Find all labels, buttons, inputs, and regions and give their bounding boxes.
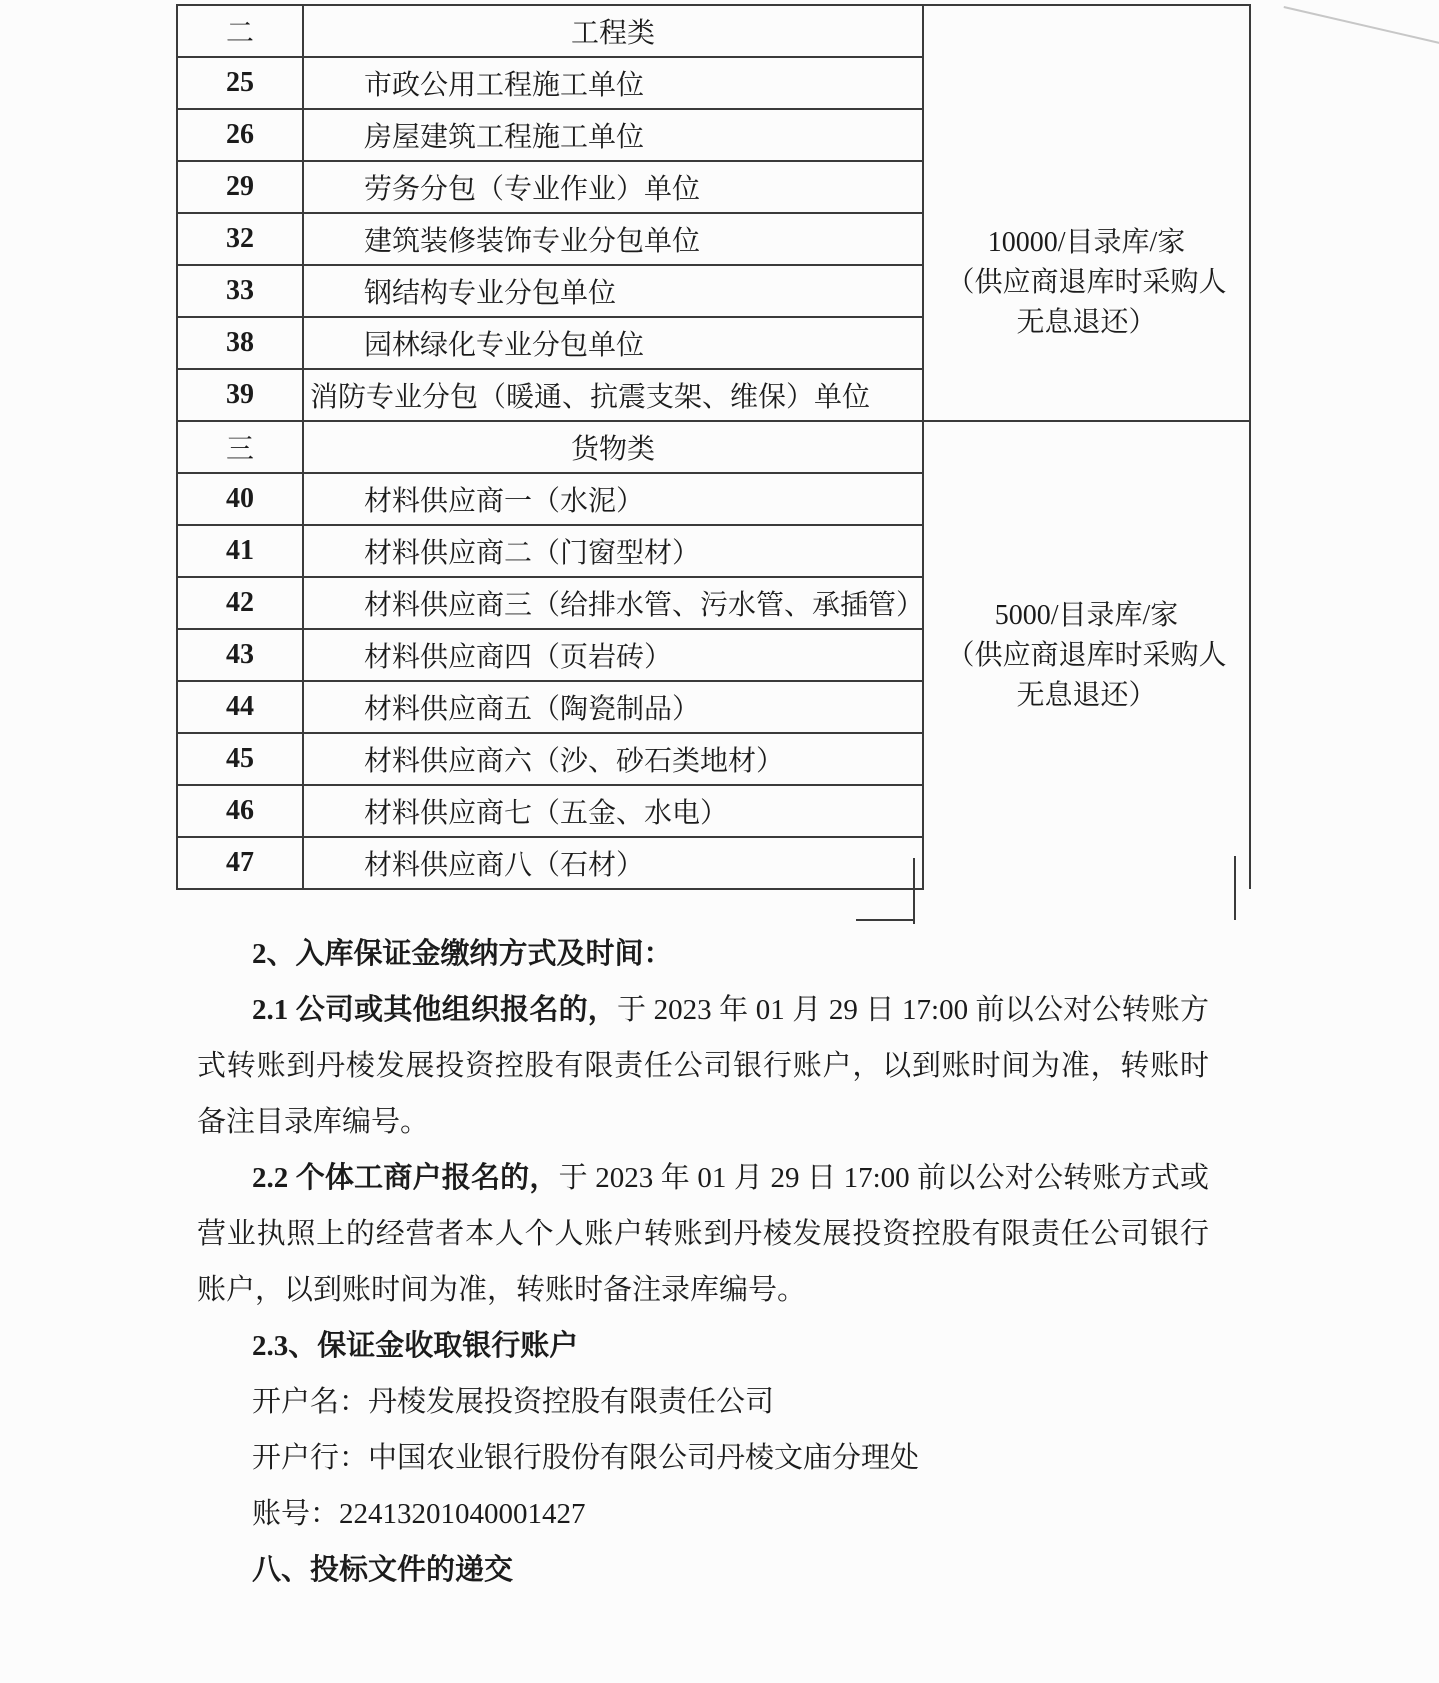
heading-deposit-payment: 2、入库保证金缴纳方式及时间：: [252, 938, 673, 970]
section-category-cell: 货物类: [303, 421, 923, 473]
row-name-cell: 材料供应商三（给排水管、污水管、承插管）: [303, 577, 923, 629]
paragraph-body: 于 2023 年 01 月 29 日 17:00 前以公对公转账方式或营业执照上的经营者本人个人账户转账到丹棱发展投资控股有限责任公司银行账户，以到账时间为准，转账时备注录库编号。: [197, 1162, 1209, 1306]
section-index-cell: 二: [177, 5, 303, 57]
paragraph-lead-bold: 2.2 个体工商户报名的，: [252, 1162, 559, 1194]
table-row-section-header: [177, 5, 1250, 57]
heading-bid-submission: 八、投标文件的递交: [252, 1554, 514, 1586]
supplier-category-table-wrap: [176, 4, 1237, 890]
fee-note-line1: （供应商退库时采购人: [946, 639, 1227, 671]
section-category-cell: 工程类: [303, 5, 923, 57]
row-name-cell: 钢结构专业分包单位: [303, 265, 923, 317]
row-number-cell: 47: [177, 837, 303, 889]
row-number-cell: 46: [177, 785, 303, 837]
row-number-cell: 32: [177, 213, 303, 265]
row-number-cell: 45: [177, 733, 303, 785]
row-name-cell: 材料供应商八（石材）: [303, 837, 923, 889]
row-name-cell: 建筑装修装饰专业分包单位: [303, 213, 923, 265]
row-number-cell: 42: [177, 577, 303, 629]
row-name-cell: 消防专业分包（暖通、抗震支架、维保）单位: [303, 369, 923, 421]
row-number-cell: 26: [177, 109, 303, 161]
section-index-cell: 三: [177, 421, 303, 473]
line-account-name: 开户名：丹棱发展投资控股有限责任公司: [252, 1386, 775, 1418]
fee-amount: 5000/目录库/家: [994, 599, 1179, 631]
row-name-cell: 材料供应商四（页岩砖）: [303, 629, 923, 681]
row-name-cell: 材料供应商七（五金、水电）: [303, 785, 923, 837]
row-number-cell: 40: [177, 473, 303, 525]
table-row-section-header: [177, 421, 1250, 473]
row-number-cell: 39: [177, 369, 303, 421]
row-name-cell: 房屋建筑工程施工单位: [303, 109, 923, 161]
fee-note-line2: 无息退还）: [1016, 306, 1157, 338]
line-account-number: 账号：22413201040001427: [252, 1498, 586, 1530]
paragraph-individual-payment: [197, 1150, 1209, 1318]
paragraph-company-payment: [197, 982, 1209, 1150]
row-number-cell: 25: [177, 57, 303, 109]
table-divider-stub: [913, 858, 915, 924]
row-name-cell: 市政公用工程施工单位: [303, 57, 923, 109]
fee-note-line1: （供应商退库时采购人: [946, 266, 1227, 298]
paragraph-body: 于 2023 年 01 月 29 日 17:00 前以公对公转账方式转账到丹棱发展投资控股有限责任公司银行账户，以到账时间为准，转账时备注目录库编号。: [197, 994, 1209, 1138]
supplier-category-table: [176, 4, 1251, 890]
row-number-cell: 38: [177, 317, 303, 369]
row-number-cell: 43: [177, 629, 303, 681]
table-right-border-stub: [1234, 856, 1236, 920]
row-number-cell: 33: [177, 265, 303, 317]
paragraph-lead-bold: 2.1 公司或其他组织报名的，: [252, 994, 617, 1026]
row-name-cell: 园林绿化专业分包单位: [303, 317, 923, 369]
row-name-cell: 材料供应商五（陶瓷制品）: [303, 681, 923, 733]
fee-cell-goods: [923, 421, 1250, 889]
row-name-cell: 材料供应商二（门窗型材）: [303, 525, 923, 577]
fee-cell-engineering: [923, 5, 1250, 421]
table-bottom-stub: [856, 919, 915, 921]
row-number-cell: 41: [177, 525, 303, 577]
row-name-cell: 劳务分包（专业作业）单位: [303, 161, 923, 213]
body-text: [197, 926, 1209, 1598]
scan-artifact-line: [1284, 6, 1439, 44]
fee-amount: 10000/目录库/家: [987, 226, 1186, 258]
heading-bank-account: 2.3、保证金收取银行账户: [252, 1330, 579, 1362]
fee-note-line2: 无息退还）: [1016, 679, 1157, 711]
line-bank-branch: 开户行：中国农业银行股份有限公司丹棱文庙分理处: [252, 1442, 920, 1474]
row-name-cell: 材料供应商一（水泥）: [303, 473, 923, 525]
row-name-cell: 材料供应商六（沙、砂石类地材）: [303, 733, 923, 785]
row-number-cell: 44: [177, 681, 303, 733]
row-number-cell: 29: [177, 161, 303, 213]
